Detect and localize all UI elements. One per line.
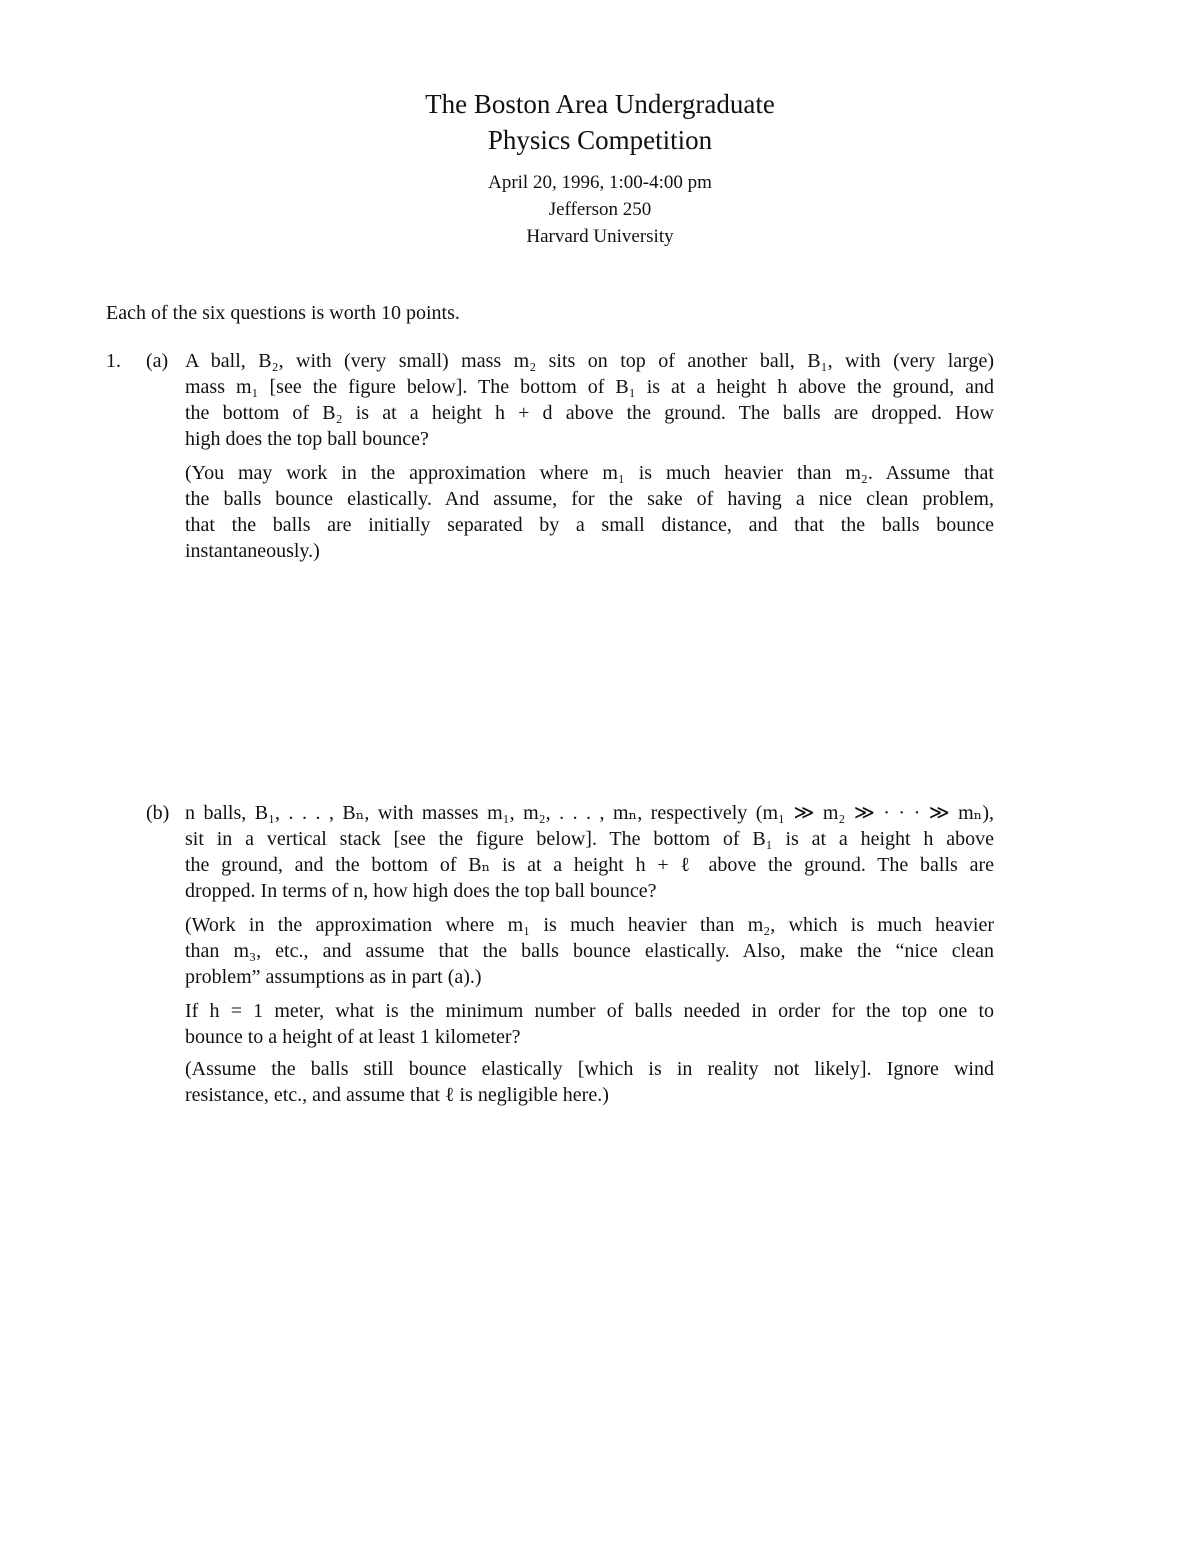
institution: Harvard University	[526, 226, 674, 247]
part-b-line: sit in a vertical stack [see the figure below]. The bottom of B₁ is at a height h above	[185, 828, 994, 850]
part-b-assumption-line: (Assume the balls still bounce elastically [which is in reality not likely]. Ignore wind	[185, 1058, 994, 1080]
part-b-question-line: If h = 1 meter, what is the minimum number of balls needed in order for the top one to	[185, 1000, 994, 1022]
part-a-note-line: that the balls are initially separated by a small distance, and that the balls bounce	[185, 514, 994, 536]
part-b-question-line: bounce to a height of at least 1 kilometer?	[185, 1026, 521, 1048]
part-a-line: high does the top ball bounce?	[185, 428, 429, 450]
title-line-2: Physics Competition	[487, 125, 713, 155]
part-b-line: n balls, B₁, . . . , Bₙ, with masses m₁, m₂, . . . , mₙ, respectively (m₁ ≫ m₂ ≫ · · · ≫ mₙ),	[185, 802, 994, 824]
part-b-line: the ground, and the bottom of Bₙ is at a height h + ℓ above the ground. The balls are	[185, 854, 994, 876]
room: Jefferson 250	[548, 199, 652, 220]
part-a-line: A ball, B₂, with (very small) mass m₂ sits on top of another ball, B₁, with (very large)	[185, 350, 994, 372]
part-a-line: mass m₁ [see the figure below]. The bottom of B₁ is at a height h above the ground, and	[185, 376, 994, 398]
date-time: April 20, 1996, 1:00-4:00 pm	[488, 172, 712, 193]
part-a-note-line: (You may work in the approximation where m₁ is much heavier than m₂. Assume that	[185, 462, 994, 484]
question-number: 1.	[106, 350, 121, 372]
part-a-note-line: the balls bounce elastically. And assume, for the sake of having a nice clean problem,	[185, 488, 994, 510]
part-b-note-line: (Work in the approximation where m₁ is much heavier than m₂, which is much heavier	[185, 914, 994, 936]
part-a-label: (a)	[146, 350, 169, 372]
part-b-note-line: than m₃, etc., and assume that the balls bounce elastically. Also, make the “nice clean	[185, 940, 994, 962]
part-a-line: the bottom of B₂ is at a height h + d above the ground. The balls are dropped. How	[185, 402, 994, 424]
part-b-assumption-line: resistance, etc., and assume that ℓ is negligible here.)	[185, 1084, 609, 1106]
intro-text: Each of the six questions is worth 10 points.	[106, 302, 460, 324]
part-b-line: dropped. In terms of n, how high does the top ball bounce?	[185, 880, 657, 902]
part-b-label: (b)	[146, 802, 170, 824]
part-b-note-line: problem” assumptions as in part (a).)	[185, 966, 482, 988]
title-line-1: The Boston Area Undergraduate	[425, 89, 775, 119]
part-a-note-line: instantaneously.)	[185, 540, 320, 562]
